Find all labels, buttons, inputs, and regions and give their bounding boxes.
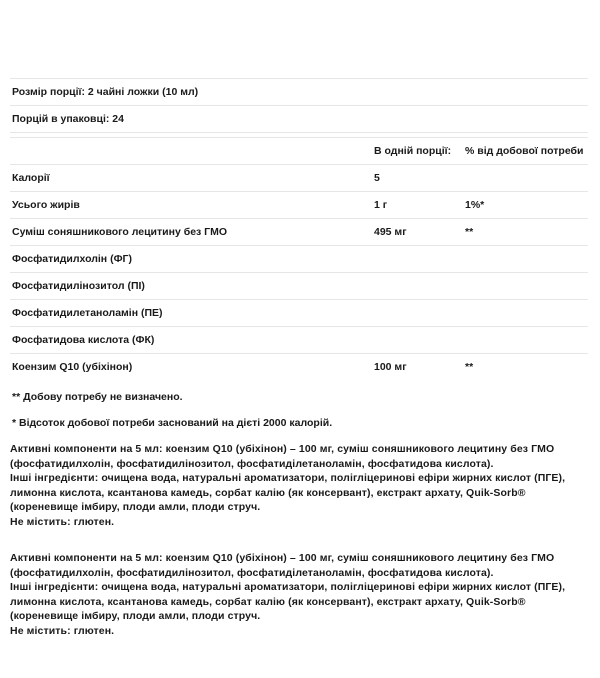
header-amount-per-serving: В одній порції: — [374, 145, 452, 157]
nutrient-amount — [372, 273, 463, 300]
servings-per-container-text: Порцій в упаковці: 24 — [12, 113, 124, 125]
nutrient-dv: 1%* — [465, 199, 485, 211]
header-percent-daily-value: % від добової потреби — [465, 145, 584, 157]
nutrient-amount — [372, 327, 463, 354]
table-row — [10, 192, 588, 219]
active-ingredients-text-2: Активні компоненти на 5 мл: коензим Q10 (убіхінон) – 100 мг, суміш соняшникового лецитину без ГМО (фосфатидилхолін, фосфатидилінозитол, фосфатиділетаноламін, фосфатидова кислота). — [10, 552, 555, 579]
nutrient-name: Фосфатидилетаноламін (ПЕ) — [12, 307, 163, 319]
table-row — [10, 327, 588, 354]
table-row — [10, 246, 588, 273]
supplement-facts-body — [10, 79, 588, 381]
nutrient-dv: ** — [465, 361, 474, 373]
nutrient-amount: 100 мг — [374, 361, 407, 373]
nutrient-amount: 5 — [374, 172, 380, 184]
nutrient-name: Фосфатидилінозитол (ПІ) — [12, 280, 145, 292]
table-row — [10, 273, 588, 300]
ingredients-block-1 — [10, 442, 590, 529]
nutrient-dv — [463, 246, 588, 273]
nutrient-amount — [372, 246, 463, 273]
nutrient-name: Суміш соняшникового лецитину без ГМО — [12, 226, 228, 238]
serving-size-row — [10, 79, 588, 106]
table-row — [10, 165, 588, 192]
table-header-row — [10, 138, 588, 165]
supplement-facts-table — [10, 78, 588, 380]
serving-size-text: Розмір порції: 2 чайні ложки (10 мл) — [12, 86, 199, 98]
nutrient-dv — [463, 273, 588, 300]
other-ingredients-text-2: Інші інгредієнти: очищена вода, натуральні ароматизатори, полігліцеринові ефіри жирних кислот (ПГЕ), лимонна кислота, ксантанова камедь, сорбат калію (як консервант), екстракт архату, Quik-Sorb® (кореневище імбиру, плоди амли, плоди струч. — [10, 581, 566, 622]
nutrient-name: Фосфатидова кислота (ФК) — [12, 334, 155, 346]
nutrient-amount — [372, 300, 463, 327]
table-row — [10, 219, 588, 246]
active-ingredients-text-1: Активні компоненти на 5 мл: коензим Q10 (убіхінон) – 100 мг, суміш соняшникового лецитину без ГМО (фосфатидилхолін, фосфатидилінозитол, фосфатиділетаноламін, фосфатидова кислота). — [10, 443, 555, 470]
nutrient-name: Калорії — [12, 172, 50, 184]
nutrient-name: Коензим Q10 (убіхінон) — [12, 361, 133, 373]
nutrient-name: Усього жирів — [12, 199, 80, 211]
free-of-text-2: Не містить: глютен. — [10, 624, 115, 637]
free-of-text-1: Не містить: глютен. — [10, 515, 115, 528]
nutrient-name: Фосфатидилхолін (ФГ) — [12, 253, 132, 265]
footnote-daily-value-not-established: ** Добову потребу не визначено. — [12, 391, 183, 403]
nutrient-dv — [463, 327, 588, 354]
table-row — [10, 300, 588, 327]
servings-per-container-row — [10, 106, 588, 133]
header-nutrient-label — [10, 138, 372, 165]
nutrient-dv — [463, 300, 588, 327]
ingredients-block-2 — [10, 551, 590, 638]
table-row — [10, 354, 588, 381]
supplement-facts-page — [0, 78, 600, 678]
nutrient-dv: ** — [465, 226, 474, 238]
footnote-percent-daily-value-basis: * Відсоток добової потреби заснований на дієті 2000 калорій. — [12, 417, 333, 429]
footnotes — [10, 390, 590, 430]
other-ingredients-text-1: Інші інгредієнти: очищена вода, натуральні ароматизатори, полігліцеринові ефіри жирних кислот (ПГЕ), лимонна кислота, ксантанова камедь, сорбат калію (як консервант), екстракт архату, Quik-Sorb® (кореневище імбиру, плоди амли, плоди струч. — [10, 472, 566, 513]
nutrient-amount: 495 мг — [374, 226, 407, 238]
nutrient-amount: 1 г — [374, 199, 388, 211]
nutrient-dv — [463, 165, 588, 192]
